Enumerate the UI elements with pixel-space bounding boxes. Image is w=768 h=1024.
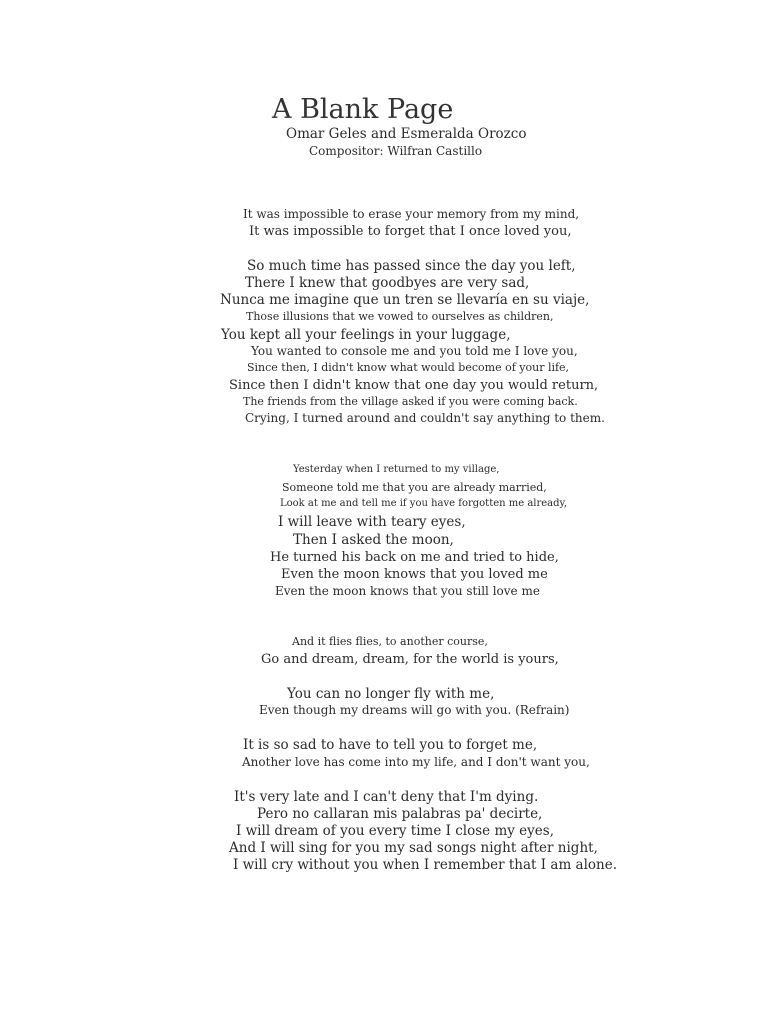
lyric-line: Even the moon knows that you still love me xyxy=(275,584,540,598)
lyric-line: Yesterday when I returned to my village, xyxy=(293,464,500,475)
lyric-line: Even the moon knows that you loved me xyxy=(281,567,548,582)
lyric-line: The friends from the village asked if you were coming back. xyxy=(243,395,578,408)
lyric-line: Another love has come into my life, and I don't want you, xyxy=(242,755,590,769)
lyric-line: Since then I didn't know that one day you would return, xyxy=(229,378,599,393)
lyric-line: I will cry without you when I remember that I am alone. xyxy=(233,857,618,873)
authors-line: Omar Geles and Esmeralda Orozco xyxy=(286,126,527,142)
lyric-line: Go and dream, dream, for the world is yours, xyxy=(261,652,559,667)
lyric-line: Look at me and tell me if you have forgotten me already, xyxy=(280,498,568,509)
lyric-line: You kept all your feelings in your luggage, xyxy=(221,327,511,343)
lyric-line: I will leave with teary eyes, xyxy=(278,514,466,530)
lyric-line: It was impossible to erase your memory from my mind, xyxy=(243,207,580,221)
lyric-line: Crying, I turned around and couldn't say anything to them. xyxy=(245,411,605,425)
lyric-line: Pero no callaran mis palabras pa' decirte, xyxy=(257,806,543,822)
lyric-line: Then I asked the moon, xyxy=(293,532,454,548)
lyric-line: Since then, I didn't know what would become of your life, xyxy=(247,361,570,374)
lyric-line: It was impossible to forget that I once loved you, xyxy=(249,224,572,239)
composer-line: Compositor: Wilfran Castillo xyxy=(309,144,483,158)
lyric-line: Someone told me that you are already married, xyxy=(282,481,547,494)
lyric-line: It's very late and I can't deny that I'm dying. xyxy=(234,789,539,805)
lyric-line: You can no longer fly with me, xyxy=(287,686,495,702)
lyric-line: So much time has passed since the day you left, xyxy=(247,258,576,274)
page-title: A Blank Page xyxy=(272,94,454,125)
lyric-line: It is so sad to have to tell you to forget me, xyxy=(243,737,538,753)
lyric-line: He turned his back on me and tried to hide, xyxy=(270,550,559,565)
lyric-line: There I knew that goodbyes are very sad, xyxy=(245,275,530,291)
lyric-line: And I will sing for you my sad songs night after night, xyxy=(229,840,598,856)
lyric-line: You wanted to console me and you told me I love you, xyxy=(251,344,578,358)
lyric-line: And it flies flies, to another course, xyxy=(292,635,488,648)
lyric-line: Even though my dreams will go with you. (Refrain) xyxy=(259,703,570,717)
lyric-line: Nunca me imagine que un tren se llevaría en su viaje, xyxy=(220,292,590,308)
lyric-line: I will dream of you every time I close my eyes, xyxy=(236,823,554,839)
lyric-line: Those illusions that we vowed to ourselves as children, xyxy=(246,310,554,323)
